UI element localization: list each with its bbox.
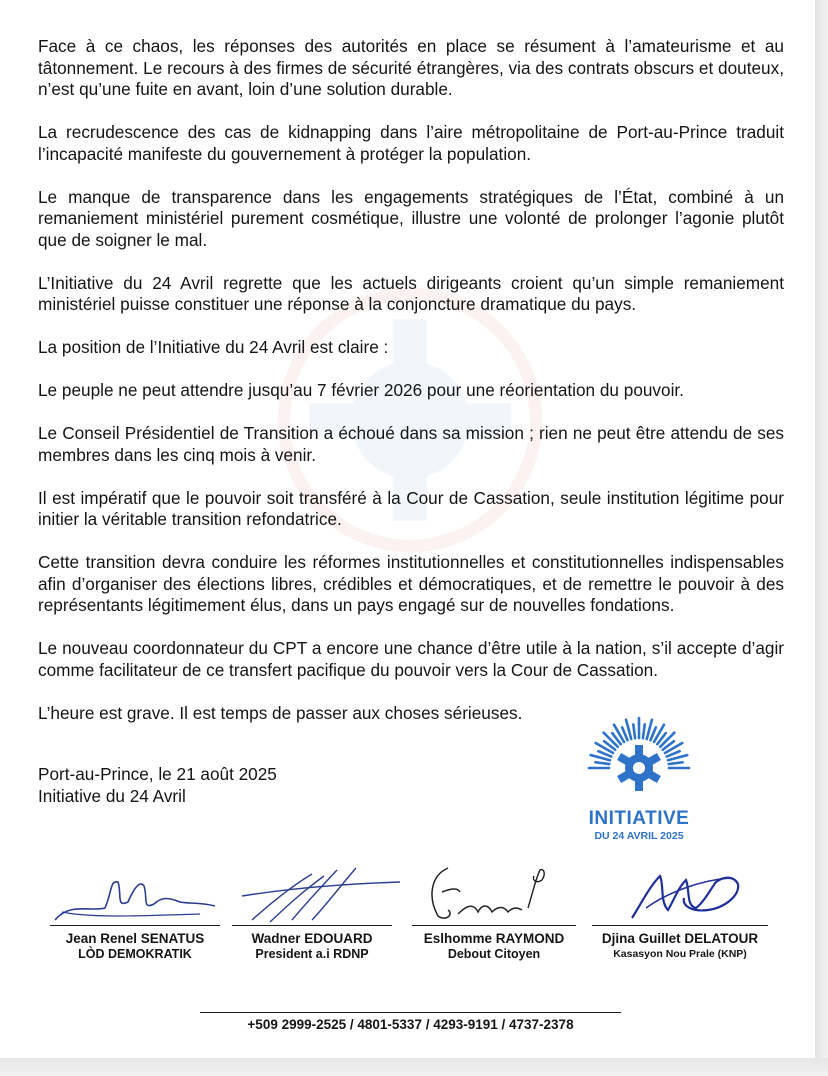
signatory-role: President a.i RDNP [255, 947, 369, 961]
handwritten-signature [612, 862, 752, 928]
place-date: Port-au-Prince, le 21 août 2025 [38, 764, 277, 784]
logo-ray [595, 762, 609, 764]
paragraph: Il est impératif que le pouvoir soit transféré à la Cour de Cassation, seule institution légitime pour initier la véritable transition refondatrice. [38, 487, 784, 529]
handwritten-signature [232, 862, 402, 928]
page-edge [815, 0, 828, 1076]
paragraph: Le Conseil Présidentiel de Transition a échoué dans sa mission ; rien ne peut être attendu de ses membres dans les cinq mois à venir. [38, 423, 784, 465]
paragraph: L’Initiative du 24 Avril regrette que les actuels dirigeants croient qu’un simple remaniement ministériel puisse constituer une réponse à la conjoncture dramatique du pays. [38, 272, 784, 314]
logo-title: INITIATIVE [588, 808, 690, 829]
signatory-role: Kasasyon Nou Prale (KNP) [613, 948, 747, 960]
paragraph: Le peuple ne peut attendre jusqu’au 7 février 2026 pour une réorientation du pouvoir. [38, 380, 684, 400]
contact-phones: +509 2999-2525 / 4801-5337 / 4293-9191 / 4737-2378 [247, 1017, 574, 1032]
paragraph: La position de l’Initiative du 24 Avril est claire : [38, 337, 389, 357]
logo-ray [669, 762, 683, 764]
handwritten-signature [418, 858, 568, 926]
paragraph: L’heure est grave. Il est temps de passer aux choses sérieuses. [38, 702, 523, 723]
paragraph: Face à ce chaos, les réponses des autorités en place se résument à l’amateurisme et au tâtonnement. Le recours à des firmes de sécurité étrangères, via des contrats obscurs et douteux, n’est qu’une fuite en avant, loin d’une solution durable. [38, 36, 784, 99]
logo-ray [633, 724, 635, 738]
signatory-name: Wadner EDOUARD [251, 931, 373, 946]
signatory-role: LÒD DEMOKRATIK [78, 947, 192, 961]
initiative-logo [568, 712, 710, 848]
signatory-name: Djina Guillet DELATOUR [601, 931, 759, 946]
logo-emblem-icon [568, 712, 710, 808]
signatory-role: Debout Citoyen [447, 947, 541, 961]
signoff [38, 764, 277, 807]
paragraph: Cette transition devra conduire les réformes institutionnelles et constitutionnelles indispensables afin d’organiser des élections libres, crédibles et démocratiques, et de remettre le pouvoir à des représentants légitimement élus, dans un pays engagé sur de nouvelles fondations. [38, 552, 784, 615]
handwritten-signature [50, 872, 220, 930]
signatory-name: Eslhomme RAYMOND [423, 931, 565, 946]
organization-name: Initiative du 24 Avril [38, 785, 186, 806]
paragraph: La recrudescence des cas de kidnapping dans l’aire métropolitaine de Port-au-Prince traduit l’incapacité manifeste du gouvernement à protéger la population. [38, 122, 784, 164]
logo-ray [643, 724, 645, 738]
next-page-edge [0, 1058, 828, 1076]
letter-body [38, 36, 784, 746]
paragraph: Le manque de transparence dans les engagements stratégiques de l’État, combiné à un remaniement ministériel purement cosmétique, illustre une volonté de prolonger l’agonie plutôt que de soigner le mal. [38, 186, 784, 250]
footer-divider [200, 1012, 621, 1013]
logo-subtitle: DU 24 AVRIL 2025 [594, 830, 684, 842]
paragraph: Le nouveau coordonnateur du CPT a encore une chance d’être utile à la nation, s’il accepte d’agir comme facilitateur de ce transfert pacifique du pouvoir vers la Cour de Cassation. [38, 638, 784, 680]
signatory-name: Jean Renel SENATUS [65, 931, 205, 946]
